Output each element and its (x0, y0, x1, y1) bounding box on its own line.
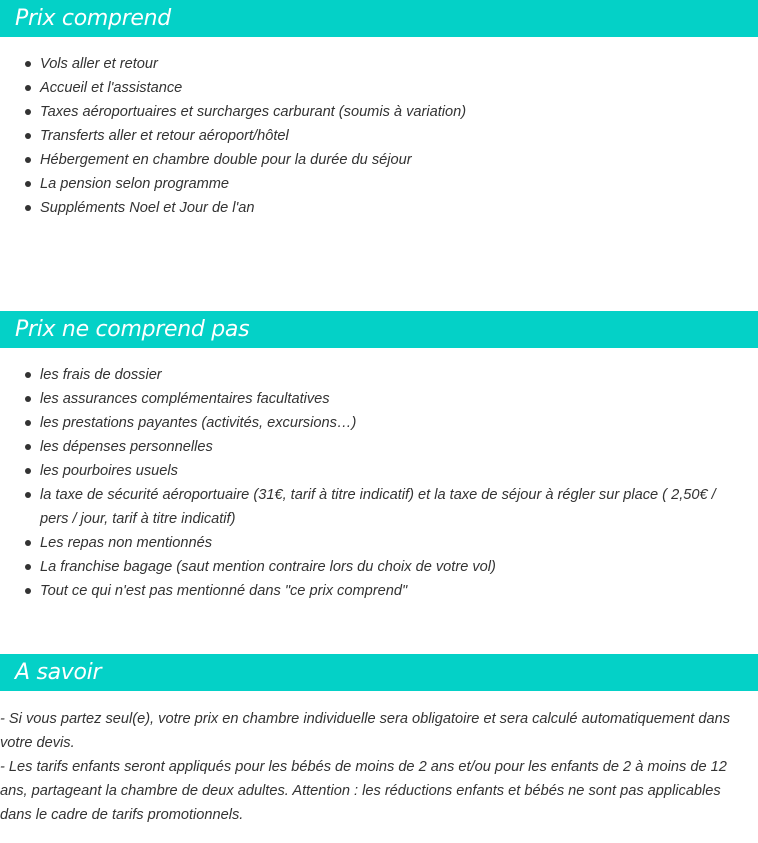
info-paragraph: - Les tarifs enfants seront appliqués pour les bébés de moins de 2 ans et/ou pour les enfants de 2 à moins de 12 ans, partageant la chambre de deux adultes. Attention : les réductions enfants et bébés ne sont pas applicables dans le cadre de tarifs promotionnels. (0, 759, 727, 823)
section-title: Prix comprend (15, 6, 171, 31)
included-list (0, 52, 748, 220)
list-item: les prestations payantes (activités, excursions…) (40, 411, 748, 435)
list-item: les dépenses personnelles (40, 435, 748, 459)
list-item: les assurances complémentaires facultatives (40, 387, 748, 411)
list-item: La pension selon programme (40, 172, 748, 196)
section-header-a-savoir (0, 654, 758, 691)
list-item: Transferts aller et retour aéroport/hôtel (40, 124, 748, 148)
section-header-prix-comprend (0, 0, 758, 37)
list-item: Suppléments Noel et Jour de l'an (40, 196, 748, 220)
list-item: Taxes aéroportuaires et surcharges carburant (soumis à variation) (40, 100, 748, 124)
info-paragraph: - Si vous partez seul(e), votre prix en chambre individuelle sera obligatoire et sera calculé automatiquement dans votre devis. (0, 711, 731, 751)
a-savoir-text (0, 707, 752, 827)
list-item: les frais de dossier (40, 363, 748, 387)
list-item: la taxe de sécurité aéroportuaire (31€, tarif à titre indicatif) et la taxe de séjour à régler sur place ( 2,50€ / pers / jour, tarif à titre indicatif) (40, 483, 748, 531)
section-title: A savoir (15, 660, 102, 685)
list-item: les pourboires usuels (40, 459, 748, 483)
list-item: Les repas non mentionnés (40, 531, 748, 555)
section-title: Prix ne comprend pas (15, 317, 250, 342)
list-item: Accueil et l'assistance (40, 76, 748, 100)
section-header-prix-ne-comprend-pas (0, 311, 758, 348)
excluded-list (0, 363, 748, 603)
list-item: Vols aller et retour (40, 52, 748, 76)
list-item: Hébergement en chambre double pour la durée du séjour (40, 148, 748, 172)
list-item: La franchise bagage (saut mention contraire lors du choix de votre vol) (40, 555, 748, 579)
list-item: Tout ce qui n'est pas mentionné dans "ce prix comprend" (40, 579, 748, 603)
